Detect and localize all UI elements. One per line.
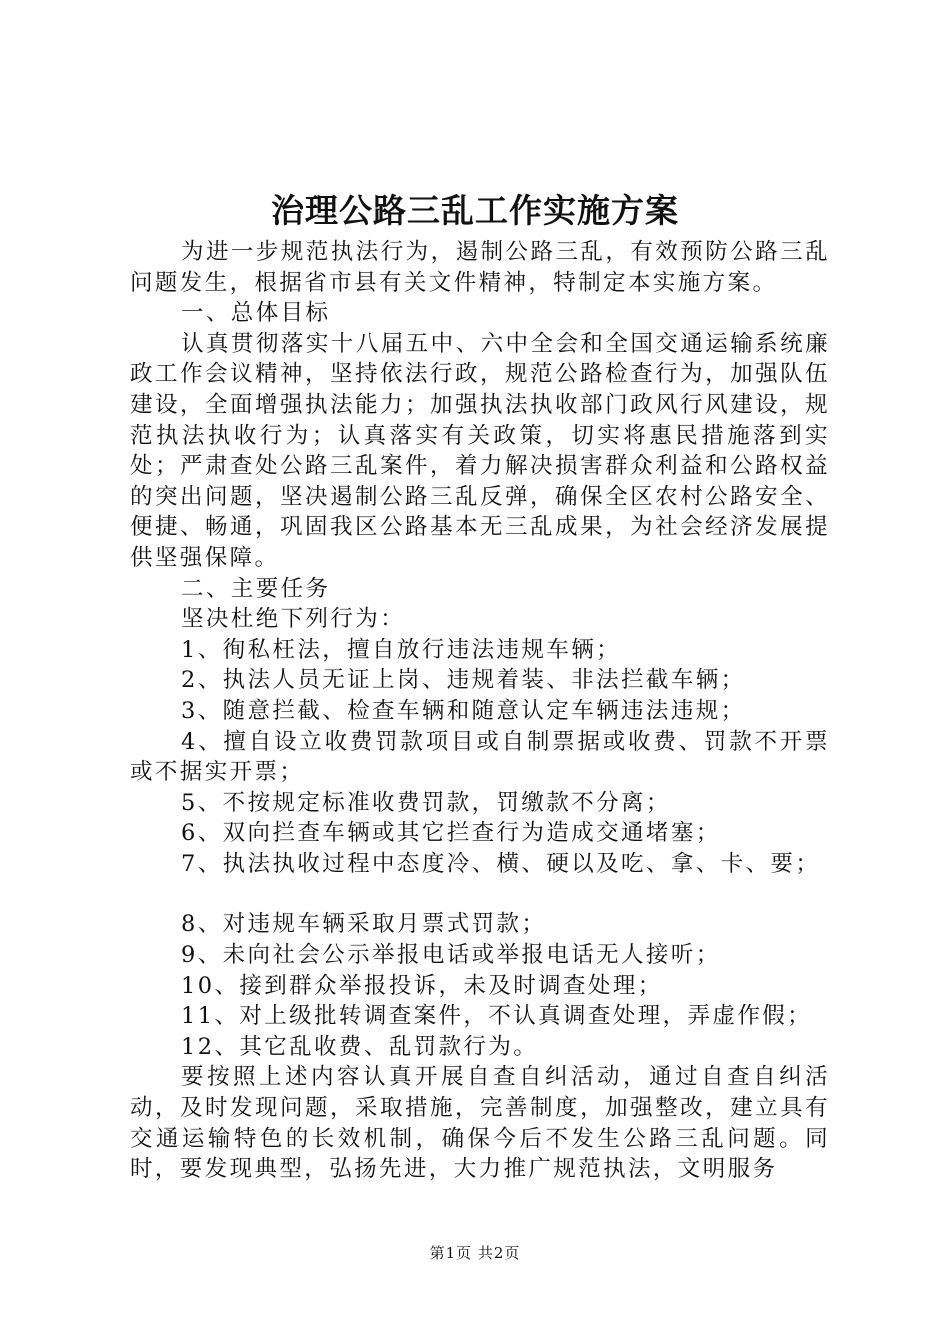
list-item: 12、其它乱收费、乱罚款行为。 [181,1033,539,1060]
document-body [130,237,830,1185]
page-number: 第1页 共2页 [429,1244,521,1262]
heading-overall-goal: 一、总体目标 [181,300,331,327]
list-item: 3、随意拦截、检查车辆和随意认定车辆违法违规； [181,697,746,724]
heading-main-tasks: 二、主要任务 [181,575,331,602]
list-item: 8、对违规车辆采取月票式罚款； [181,911,547,938]
paragraph-goal: 认真贯彻落实十八届五中、六中全会和全国交通运输系统廉政工作会议精神，坚持依法行政，规范公路检查行为，加强队伍建设，全面增强执法能力；加强执法执收部门政风行风建设，规范执法执收行为；认真落实有关政策，切实将惠民措施落到实处；严肃查处公路三乱案件，着力解决损害群众利益和公路权益的突出问题，坚决遏制公路三乱反弹，确保全区农村公路安全、便捷、畅通，巩固我区公路基本无三乱成果，为社会经济发展提供坚强保障。 [130,330,830,571]
list-item: 5、不按规定标准收费罚款，罚缴款不分离； [181,789,671,816]
list-item: 2、执法人员无证上岗、违规着装、非法拦截车辆； [181,667,746,694]
paragraph-intro: 为进一步规范执法行为，遏制公路三乱，有效预防公路三乱问题发生，根据省市县有关文件精神，特制定本实施方案。 [130,239,830,296]
list-item: 10、接到群众举报投诉，未及时调查处理； [181,972,663,999]
list-item: 7、执法执收过程中态度冷、横、硬以及吃、拿、卡、要； [181,850,821,877]
paragraph-self-check: 要按照上述内容认真开展自查自纠活动，通过自查自纠活动，及时发现问题，采取措施，完善制度，加强整改，建立具有交通运输特色的长效机制，确保今后不发生公路三乱问题。同时，要发现典型，弘扬先进，大力推广规范执法，文明服务 [130,1064,830,1183]
list-item: 9、未向社会公示举报电话或举报电话无人接听； [181,942,721,969]
document-title: 治理公路三乱工作实施方案 [271,191,679,230]
list-item: 4、擅自设立收费罚款项目或自制票据或收费、罚款不开票或不据实开票； [130,728,830,786]
list-item: 1、徇私枉法，擅自放行违法违规车辆； [181,636,622,663]
list-item: 11、对上级批转调查案件，不认真调查处理，弄虚作假； [181,1003,813,1030]
paragraph-prohibited-lead: 坚决杜绝下列行为： [181,606,406,633]
list-item: 6、双向拦查车辆或其它拦查行为造成交通堵塞； [181,820,721,847]
